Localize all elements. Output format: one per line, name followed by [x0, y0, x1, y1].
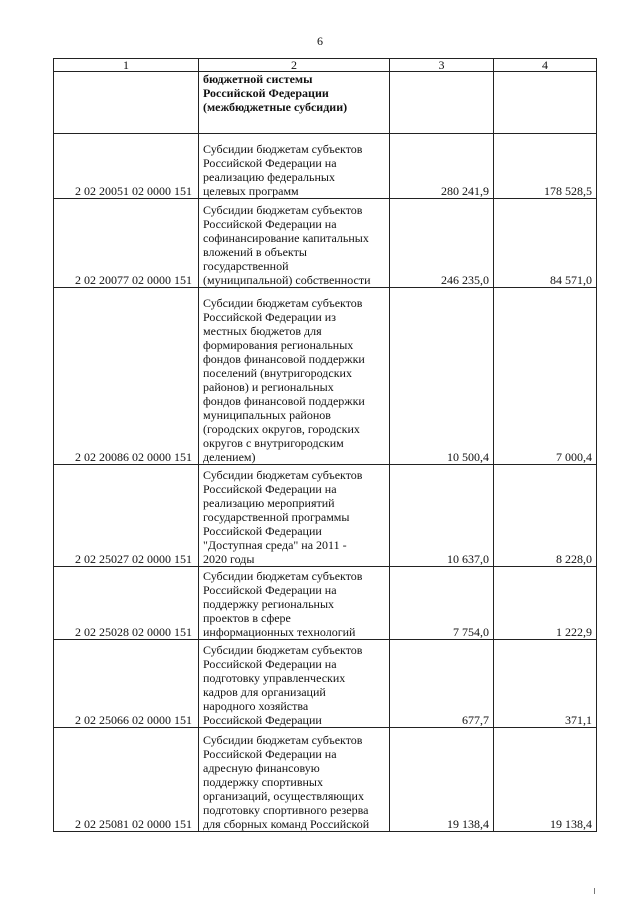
row-col4: 19 138,4 — [494, 728, 597, 832]
row-col4: 1 222,9 — [494, 567, 597, 640]
row-name — [199, 199, 390, 288]
scan-mark — [594, 888, 595, 894]
header-col-3: 3 — [390, 59, 494, 72]
table-row — [54, 567, 597, 640]
row-col3: 10 500,4 — [390, 288, 494, 465]
row-name — [199, 465, 390, 567]
row-code: 2 02 25028 02 0000 151 — [54, 567, 199, 640]
row-name — [199, 134, 390, 199]
row-name — [199, 567, 390, 640]
row-name — [199, 640, 390, 728]
table-row — [54, 640, 597, 728]
row-name-text: Субсидии бюджетам субъектов Российской Федерации на адресную финансовую поддержку спортивных организаций, осуществляющих подготовку спортивного резерва для сборных команд Российской — [203, 733, 370, 831]
row-col4: 178 528,5 — [494, 134, 597, 199]
row-col3: 677,7 — [390, 640, 494, 728]
header-col-2: 2 — [199, 59, 390, 72]
row-col4 — [494, 72, 597, 134]
row-col3: 19 138,4 — [390, 728, 494, 832]
row-name — [199, 72, 390, 134]
row-name — [199, 728, 390, 832]
row-col3: 7 754,0 — [390, 567, 494, 640]
row-col3: 10 637,0 — [390, 465, 494, 567]
row-name-text: Субсидии бюджетам субъектов Российской Федерации на реализацию федеральных целевых программ — [203, 142, 363, 198]
table-row — [54, 72, 597, 134]
row-col4: 7 000,4 — [494, 288, 597, 465]
row-name-text: Субсидии бюджетам субъектов Российской Федерации на реализацию мероприятий государственной программы Российской Федерации "Доступная среда" на 2011 - 2020 годы — [203, 468, 363, 566]
table-row — [54, 199, 597, 288]
row-col3 — [390, 72, 494, 134]
row-code: 2 02 20086 02 0000 151 — [54, 288, 199, 465]
page-number: 6 — [317, 34, 323, 48]
row-code: 2 02 20077 02 0000 151 — [54, 199, 199, 288]
row-name-text: Субсидии бюджетам субъектов Российской Федерации на софинансирование капитальных вложений в объекты государственной (муниципальной) собственности — [203, 203, 371, 287]
row-col3: 280 241,9 — [390, 134, 494, 199]
row-code: 2 02 25027 02 0000 151 — [54, 465, 199, 567]
budget-table — [53, 58, 597, 832]
table-row — [54, 288, 597, 465]
header-col-4: 4 — [494, 59, 597, 72]
row-code: 2 02 25081 02 0000 151 — [54, 728, 199, 832]
table-row — [54, 728, 597, 832]
table-row — [54, 465, 597, 567]
row-col4: 371,1 — [494, 640, 597, 728]
row-col3: 246 235,0 — [390, 199, 494, 288]
header-row — [54, 59, 597, 72]
row-col4: 8 228,0 — [494, 465, 597, 567]
table-row — [54, 134, 597, 199]
header-col-1: 1 — [54, 59, 199, 72]
row-code — [54, 72, 199, 134]
row-name-text: Субсидии бюджетам субъектов Российской Федерации из местных бюджетов для формирования региональных фондов финансовой поддержки поселений (внутригородских районов) и региональных фондов финансовой поддержки муниципальных районов (городских округов, городских округов с внутригородским делением) — [203, 296, 365, 464]
row-name — [199, 288, 390, 465]
row-name-text: бюджетной системы Российской Федерации (межбюджетные субсидии) — [203, 72, 348, 114]
row-code: 2 02 20051 02 0000 151 — [54, 134, 199, 199]
row-col4: 84 571,0 — [494, 199, 597, 288]
row-name-text: Субсидии бюджетам субъектов Российской Федерации на подготовку управленческих кадров для организаций народного хозяйства Российской Федерации — [203, 643, 363, 727]
row-code: 2 02 25066 02 0000 151 — [54, 640, 199, 728]
row-name-text: Субсидии бюджетам субъектов Российской Федерации на поддержку региональных проектов в сфере информационных технологий — [203, 569, 363, 639]
